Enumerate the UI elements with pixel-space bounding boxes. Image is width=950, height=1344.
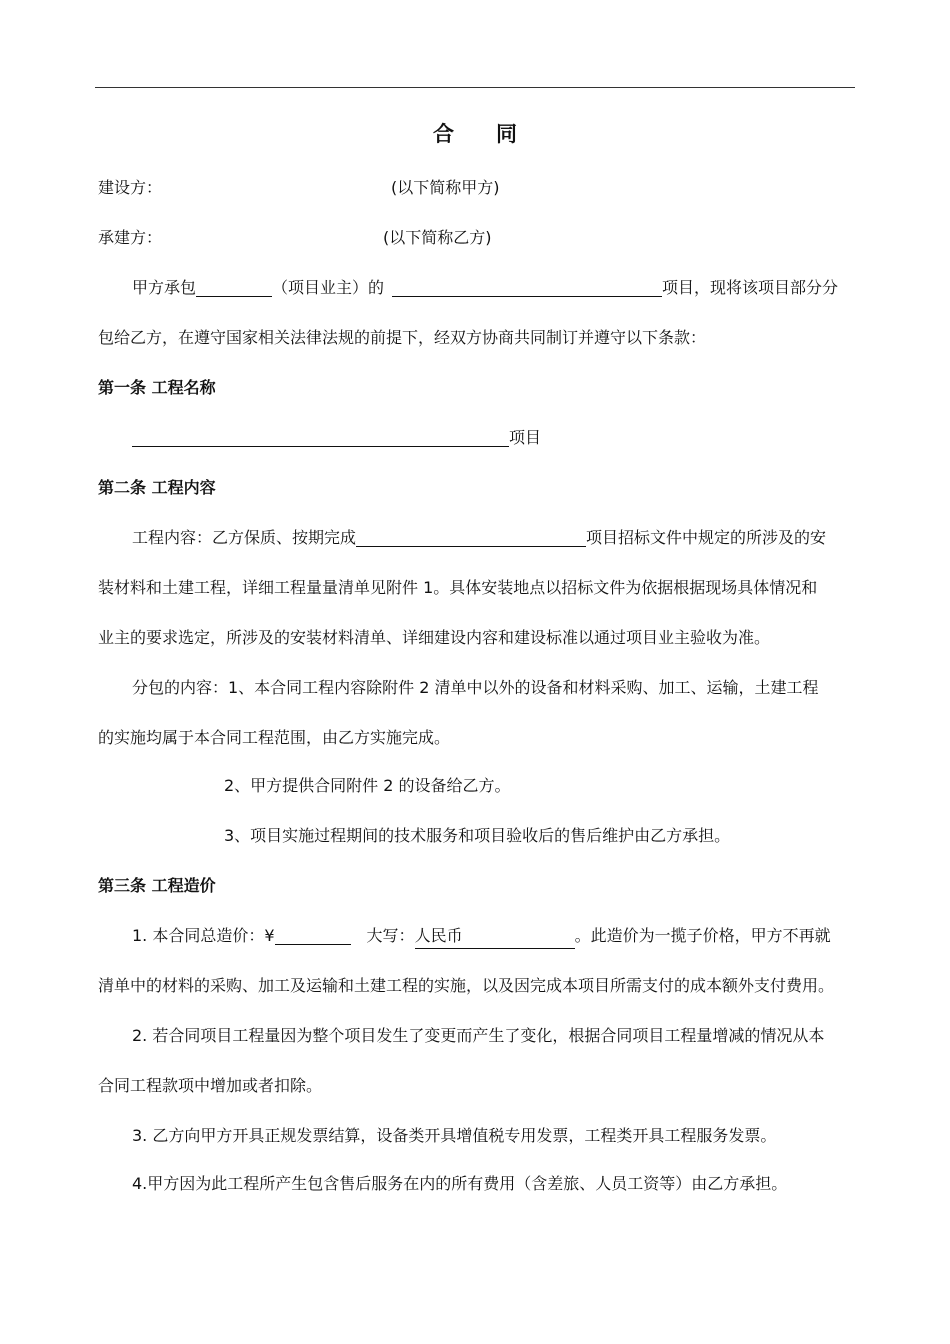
intro-line-1 <box>132 276 838 300</box>
builder-note: (以下简称甲方) <box>391 178 500 197</box>
article2-p1-line2: 装材料和土建工程，详细工程量量清单见附件 1。具体安装地点以招标文件为依据根据现场具体情况和 <box>98 578 818 597</box>
intro-part1: 甲方承包 <box>132 278 197 297</box>
article3-heading: 第三条 工程造价 <box>98 876 216 895</box>
rmb-label: 人民币 <box>414 926 463 945</box>
header-rule <box>95 87 855 88</box>
article3-item1-line2: 清单中的材料的采购、加工及运输和土建工程的实施，以及因完成本项目所需支付的成本额外支付费用。 <box>98 976 835 995</box>
article2-p1-end: 项目招标文件中规定的所涉及的安 <box>586 528 827 547</box>
contractor-label: 承建方： <box>98 228 163 247</box>
article3-item4: 4.甲方因为此工程所产生包含售后服务在内的所有费用（含差旅、人员工资等）由乙方承担。 <box>132 1174 788 1193</box>
document-title <box>0 118 950 148</box>
article2-item2: 2、甲方提供合同附件 2 的设备给乙方。 <box>224 776 511 795</box>
title-char-2: 同 <box>496 122 517 146</box>
article3-item1-line1 <box>132 924 831 949</box>
article2-item3: 3、项目实施过程期间的技术服务和项目验收后的售后维护由乙方承担。 <box>224 826 731 845</box>
article2-p1-line3: 业主的要求选定，所涉及的安装材料清单、详细建设内容和建设标准以通过项目业主验收为准。 <box>98 628 771 647</box>
article1-project-line <box>132 426 541 450</box>
article1-heading: 第一条 工程名称 <box>98 378 216 397</box>
builder-label: 建设方： <box>98 178 163 197</box>
article2-p1-line1 <box>132 526 826 550</box>
total-price-label: 1. 本合同总造价：¥ <box>132 926 275 945</box>
owner-blank[interactable] <box>196 276 272 297</box>
article2-p1-start: 工程内容：乙方保质、按期完成 <box>132 528 357 547</box>
contractor-line <box>98 226 162 250</box>
article1-project-blank[interactable] <box>132 426 509 447</box>
article3-item2-line2: 合同工程款项中增加或者扣除。 <box>98 1076 323 1095</box>
article3-item1-end: 。此造价为一揽子价格，甲方不再就 <box>574 926 831 945</box>
article3-item3: 3. 乙方向甲方开具正规发票结算，设备类开具增值税专用发票，工程类开具工程服务发票。 <box>132 1126 777 1145</box>
intro-part3: 项目，现将该项目部分分 <box>662 278 839 297</box>
builder-line <box>98 176 162 200</box>
total-price-blank[interactable] <box>275 924 351 945</box>
article2-p2-line2: 的实施均属于本合同工程范围，由乙方实施完成。 <box>98 728 451 747</box>
rmb-amount-field[interactable] <box>415 924 575 949</box>
project-name-blank[interactable] <box>392 276 662 297</box>
intro-line-2: 包给乙方，在遵守国家相关法律法规的前提下，经双方协商共同制订并遵守以下条款： <box>98 328 707 347</box>
intro-part2: （项目业主）的 <box>272 278 385 297</box>
article2-p2-line1: 分包的内容：1、本合同工程内容除附件 2 清单中以外的设备和材料采购、加工、运输，土建工程 <box>132 678 819 697</box>
article2-project-blank[interactable] <box>356 526 586 547</box>
daxie-label: 大写： <box>366 926 415 945</box>
article3-item2-line1: 2. 若合同项目工程量因为整个项目发生了变更而产生了变化，根据合同项目工程量增减的情况从本 <box>132 1026 825 1045</box>
article2-heading: 第二条 工程内容 <box>98 478 216 497</box>
contractor-note: (以下简称乙方) <box>383 228 492 247</box>
title-char-1: 合 <box>433 122 454 146</box>
article1-suffix: 项目 <box>509 428 542 447</box>
